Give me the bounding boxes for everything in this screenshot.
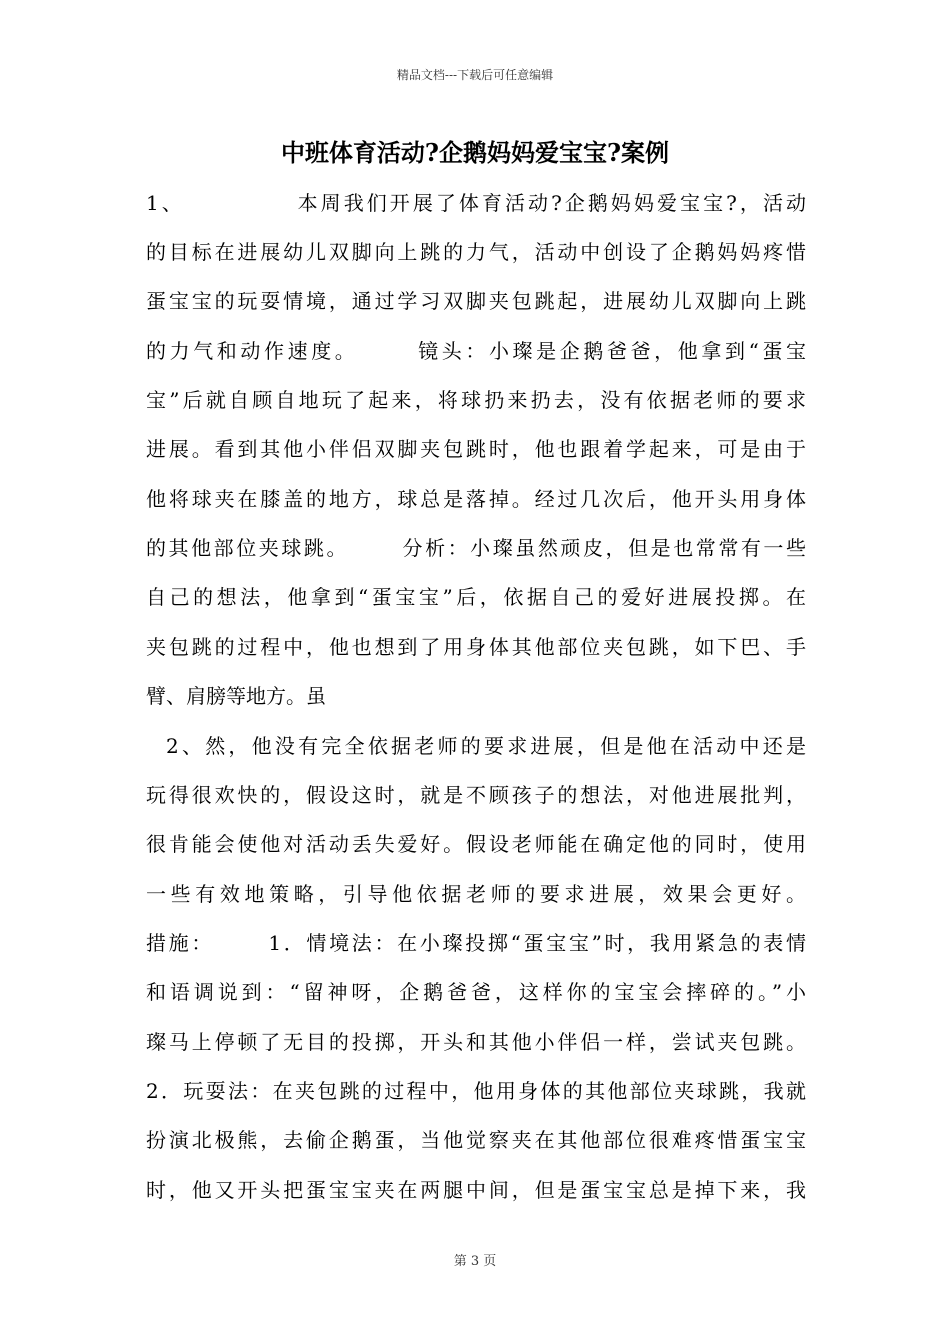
body-line: 扮演北极熊，去偷企鹅蛋，当他觉察夹在其他部位很难疼惜蛋宝宝 xyxy=(146,1128,806,1152)
body-line: 他将球夹在膝盖的地方，球总是落掉。经过几次后，他开头用身体 xyxy=(146,487,806,511)
body-line: 蛋宝宝的玩耍情境，通过学习双脚夹包跳起，进展幼儿双脚向上跳 xyxy=(146,289,806,313)
body-line: 臂、肩膀等地方。虽 xyxy=(146,684,326,708)
body-line: 时，他又开头把蛋宝宝夹在两腿中间，但是蛋宝宝总是掉下来，我 xyxy=(146,1178,806,1202)
document-title: 中班体育活动?企鹅妈妈爱宝宝?案例 xyxy=(280,138,670,167)
body-line: 自己的想法，他拿到“蛋宝宝”后，依据自己的爱好进展投掷。在 xyxy=(146,585,806,609)
body-line: 很肯能会使他对活动丢失爱好。假设老师能在确定他的同时，使用 xyxy=(146,832,806,856)
body-line: 1、 本周我们开展了体育活动?企鹅妈妈爱宝宝?，活动 xyxy=(146,191,806,215)
body-line: 2、然，他没有完全依据老师的要求进展，但是他在活动中还是 xyxy=(166,734,806,758)
body-line: 措施： 1．情境法：在小璨投掷“蛋宝宝”时，我用紧急的表情 xyxy=(146,931,806,955)
body-line: 2．玩耍法：在夹包跳的过程中，他用身体的其他部位夹球跳，我就 xyxy=(146,1079,806,1103)
body-line: 的目标在进展幼儿双脚向上跳的力气，活动中创设了企鹅妈妈疼惜 xyxy=(146,240,806,264)
page-number: 第 3 页 xyxy=(453,1254,497,1269)
body-line: 的力气和动作速度。 镜头：小璨是企鹅爸爸，他拿到“蛋宝 xyxy=(146,339,806,363)
body-line: 一些有效地策略，引导他依据老师的要求进展，效果会更好。 xyxy=(146,882,806,906)
body-line: 和语调说到：“留神呀，企鹅爸爸，这样你的宝宝会摔碎的。”小 xyxy=(146,980,806,1004)
body-line: 的其他部位夹球跳。 分析：小璨虽然顽皮，但是也常常有一些 xyxy=(146,536,806,560)
body-line: 玩得很欢快的，假设这时，就是不顾孩子的想法，对他进展批判， xyxy=(146,783,806,807)
body-line: 夹包跳的过程中，他也想到了用身体其他部位夹包跳，如下巴、手 xyxy=(146,635,806,659)
body-line: 进展。看到其他小伴侣双脚夹包跳时，他也跟着学起来，可是由于 xyxy=(146,437,806,461)
body-line: 璨马上停顿了无目的投掷，开头和其他小伴侣一样，尝试夹包跳。 xyxy=(146,1030,806,1054)
body-line: 宝”后就自顾自地玩了起来，将球扔来扔去，没有依据老师的要求 xyxy=(146,388,806,412)
page-header: 精品文档---下载后可任意编辑 xyxy=(396,68,554,82)
